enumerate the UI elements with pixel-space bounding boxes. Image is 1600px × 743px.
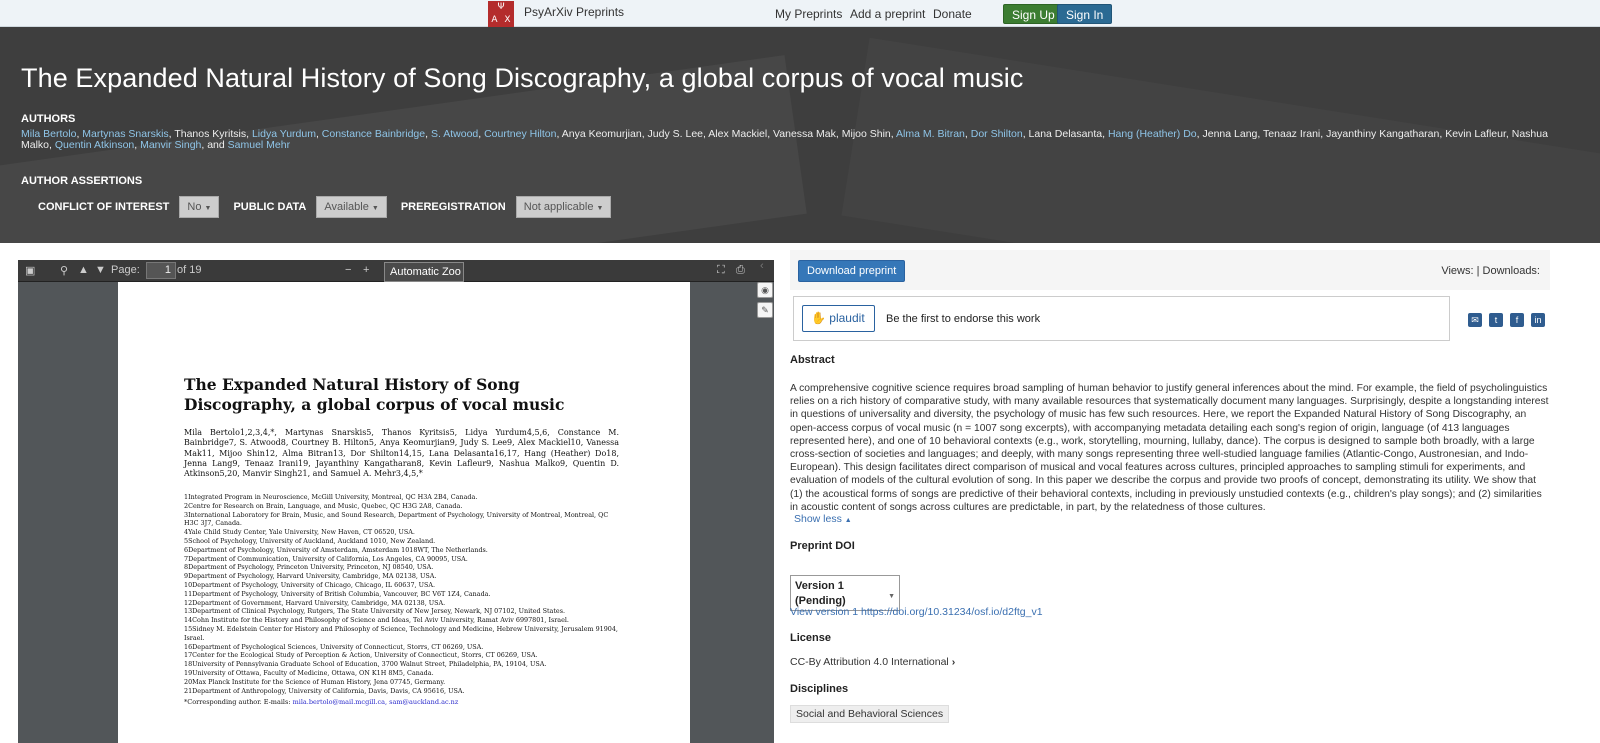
affiliation-line: 1Integrated Program in Neuroscience, McGill University, Montreal, QC H3A 2B4, Canada.	[184, 493, 478, 501]
linkedin-icon[interactable]: in	[1531, 313, 1545, 327]
print-icon[interactable]: ⎙	[736, 264, 745, 276]
chevron-right-icon: ›	[951, 656, 956, 668]
affiliation-line: 15Sidney M. Edelstein Center for History and Philosophy of Science, Technology and Medicine, Hebrew University, Jerusalem 91904, Israel.	[184, 624, 618, 642]
author-name[interactable]: Manvir Singh	[140, 138, 202, 151]
author-name: Judy S. Lee	[647, 128, 703, 140]
logo-glyph: Ψ	[497, 2, 505, 12]
version-label: Version 1	[795, 580, 844, 592]
caret-up-icon: ▲	[844, 517, 852, 524]
author-name[interactable]: Samuel Mehr	[227, 138, 291, 151]
author-name: Lana Delasanta	[1028, 128, 1103, 140]
twitter-icon[interactable]: t	[1489, 313, 1503, 327]
plaudit-widget	[793, 296, 1450, 341]
preprint-header	[0, 27, 1600, 243]
author-name: Kevin Lafleur	[1445, 128, 1506, 140]
affiliation-line: 2Centre for Research on Brain, Language, and Music, Quebec, QC H3G 2A8, Canada.	[184, 501, 463, 510]
affiliation-line: 11Department of Psychology, University of British Columbia, Vancouver, BC V6T 1Z4, Canada.	[184, 589, 491, 598]
author-name: Anya Keomurjian	[561, 128, 642, 140]
author-name: Jenna Lang	[1202, 128, 1258, 140]
conflict-dropdown[interactable]	[179, 196, 219, 218]
zoom-in-icon[interactable]: +	[363, 264, 370, 276]
nav-donate[interactable]: Donate	[933, 7, 972, 21]
nav-my-preprints[interactable]: My Preprints	[775, 7, 843, 21]
email-icon[interactable]: ✉	[1468, 313, 1482, 327]
conflict-value: No	[187, 201, 202, 213]
author-name[interactable]: S. Atwood	[430, 128, 479, 140]
author-assertions	[38, 196, 625, 218]
page-label: Page:	[111, 264, 140, 276]
affiliation-line: 5School of Psychology, University of Auckland, Auckland 1010, New Zealand.	[184, 536, 436, 545]
author-name[interactable]: Mila Bertolo	[21, 128, 77, 140]
affiliation-line: 8Department of Psychology, Princeton University, Princeton, NJ 08540, USA.	[184, 563, 434, 572]
pdf-corresponding	[184, 698, 458, 706]
affiliation-line: 3International Laboratory for Brain, Music, and Sound Research, Department of Psychology, University of Montreal, Montreal, QC H3C 3J7, Canada.	[184, 510, 609, 528]
logo-glyph: X	[504, 15, 511, 25]
author-name[interactable]: Quentin Atkinson	[54, 138, 135, 151]
caret-down-icon: ▼	[888, 593, 895, 600]
brand[interactable]	[488, 0, 624, 27]
download-bar	[790, 250, 1550, 290]
fullscreen-icon[interactable]: ⛶	[717, 264, 725, 276]
top-navbar	[0, 0, 1600, 27]
affiliation-line: 6Department of Psychology, University of Amsterdam, Amsterdam 1018WT, The Netherlands.	[184, 545, 488, 554]
abstract-text: A comprehensive cognitive science requires broad sampling of human behavior to justify general inferences about the mind. For example, the field of psycholinguistics relies on a rich history of comparative study, with many available resources that systematically document many languages. Surprisingly, despite a longstanding interest in questions of universality and diversity, the psychology of music has few such resources. Here, we report the Expanded Natural History of Song Discography, an open-access corpus of vocal music (n = 1007 song excerpts), with accompanying metadata detailing each song's region of origin, language (of 413 languages represented here), and one of 10 behavioral contexts (e.g., work, storytelling, mourning, lullaby, dance). The corpus is designed to sample both broadly, with a large cross-section of societies and languages; and deeply, with many songs representing three well-studied language families (Atlantic-Congo, Austronesian, and Indo-European). This design facilitates direct comparison of musical and vocal features across cultures, principled approaches to sampling stimuli for experiments, and evaluation of models of the cultural evolution of song. In this paper we describe the corpus and provide two proofs of concept, demonstrating its utility. We show that (1) the acoustical forms of songs are predictive of their behavioral contexts, including in previously unstudied contexts (e.g., children's play songs); and (2) similarities in acoustic content of songs across cultures are predictable, in part, by the relatedness of those cultures.	[790, 383, 1549, 513]
affiliation-line: 17Center for the Ecological Study of Perception & Action, University of Connecticut, Storrs, CT 06269, USA.	[184, 651, 538, 660]
logo-glyph: A	[491, 15, 498, 25]
eye-icon[interactable]: ◉	[757, 282, 773, 298]
corresponding-label: *Corresponding author. E-mails:	[184, 698, 291, 706]
pdf-authors: Mila Bertolo1,2,3,4,*, Martynas Snarskis5, Thanos Kyritsis5, Lidya Yurdum4,5,6, Constance M. Bainbridge7, S. Atwood8, Courtney B. Hilton5, Anya Keomurjian9, Judy S. Lee9, Alex Mackiel10, Vanessa Mak11, Mijoo Shin12, Alma Bitran13, Dor Shilton14,15, Lana Delasanta16,17, Hang (Heather) Do18, Jenna Lang9, Tenaaz Irani19, Jayanthiny Kangatharan8, Kevin Lafleur9, Nashua Malko9, Quentin D. Atkinson5,20, Manvir Singh21, and Samuel A. Mehr3,4,5,*	[184, 428, 619, 479]
caret-down-icon: ▼	[371, 205, 379, 212]
author-name: Jayanthiny Kangatharan	[1326, 128, 1440, 140]
affiliation-line: 4Yale Child Study Center, Yale University, New Haven, CT 06520, USA.	[184, 528, 415, 537]
affiliation-line: 12Department of Government, Harvard University, Cambridge, MA 02138, USA.	[184, 598, 446, 607]
author-name: Vanessa Mak	[773, 128, 836, 140]
show-less-link[interactable]	[794, 513, 852, 525]
author-name[interactable]: Courtney Hilton	[484, 128, 557, 140]
author-name[interactable]: Lidya Yurdum	[251, 128, 316, 140]
show-less-label: Show less	[794, 513, 842, 525]
affiliation-line: 9Department of Psychology, Harvard University, Cambridge, MA 02138, USA.	[184, 572, 437, 581]
corresponding-emails[interactable]: mila.bertolo@mail.mcgill.ca, sam@auckland.ac.nz	[292, 698, 459, 706]
pdf-viewer	[18, 260, 774, 743]
affiliation-line: 13Department of Clinical Psychology, Rutgers, The State University of New Jersey, Newark, NJ 07102, United States.	[184, 607, 566, 616]
annotate-icon[interactable]: ✎	[757, 302, 773, 318]
affiliation-line: 10Department of Psychology, University of Chicago, Chicago, IL 60637, USA.	[184, 580, 435, 589]
public-data-dropdown[interactable]	[316, 196, 386, 218]
author-name[interactable]: Alma M. Bitran	[896, 128, 965, 140]
license-text: CC-By Attribution 4.0 International	[790, 656, 949, 668]
next-page-icon[interactable]: ▼	[95, 264, 106, 276]
doi-link[interactable]: View version 1 https://doi.org/10.31234/osf.io/d2ftg_v1	[790, 606, 1043, 618]
author-name: Alex Mackiel	[708, 128, 768, 140]
affiliation-line: 20Max Planck Institute for the Science of Human History, Jena 07745, Germany.	[184, 677, 446, 686]
affiliation-line: 14Cohn Institute for the History and Philosophy of Science and Ideas, Tel Aviv University, Ramat Aviv 6997801, Israel.	[184, 616, 569, 625]
affiliation-line: 19University of Ottawa, Faculty of Medicine, Ottawa, ON K1H 8M5, Canada.	[184, 668, 434, 677]
download-preprint-button[interactable]: Download preprint	[798, 260, 905, 282]
sidebar-toggle-icon[interactable]: ▣	[25, 265, 36, 277]
preregistration-label: PREREGISTRATION	[400, 201, 506, 213]
affiliation-line: 21Department of Anthropology, University of California, Davis, Davis, CA 95616, USA.	[184, 686, 465, 695]
previous-page-icon[interactable]: ▲	[78, 264, 89, 276]
pdf-page	[118, 282, 690, 743]
sign-up-button[interactable]: Sign Up	[1003, 4, 1064, 24]
authors-list: Mila Bertolo, Martynas Snarskis, Thanos Kyritsis, Lidya Yurdum, Constance Bainbridge, S. Atwood, Courtney Hilton, Anya Keomurjian, Judy S. Lee, Alex Mackiel, Vanessa Mak, Mijoo Shin, Alma M. Bitran, Dor Shilton, Lana Delasanta, Hang (Heather) Do, Jenna Lang, Tenaaz Irani, Jayanthiny Kangatharan, Kevin Lafleur, Nashua Malko, Quentin Atkinson, Manvir Singh, and Samuel Mehr	[21, 128, 1548, 151]
discipline-tag[interactable]: Social and Behavioral Sciences	[790, 705, 949, 723]
author-name[interactable]: Martynas Snarskis	[82, 128, 169, 140]
version-status: (Pending)	[795, 595, 846, 607]
conflict-label: CONFLICT OF INTEREST	[38, 201, 170, 213]
zoom-select[interactable]: Automatic Zoo	[384, 262, 464, 282]
pdf-toolbar	[18, 260, 774, 282]
page-total: of 19	[177, 264, 202, 276]
public-data-value: Available	[324, 201, 369, 213]
nav-add-preprint[interactable]: Add a preprint	[850, 7, 926, 21]
author-assertions-label: AUTHOR ASSERTIONS	[21, 175, 143, 187]
sign-in-button[interactable]: Sign In	[1057, 4, 1112, 24]
zoom-out-icon[interactable]: −	[345, 264, 352, 276]
author-name[interactable]: Dor Shilton	[970, 128, 1023, 140]
author-name: Mijoo Shin	[841, 128, 891, 140]
preprint-doi-heading: Preprint DOI	[790, 540, 855, 552]
affiliation-line: 16Department of Psychological Sciences, University of Connecticut, Storrs, CT 06269, USA.	[184, 642, 484, 651]
author-name[interactable]: Constance Bainbridge	[321, 128, 426, 140]
caret-down-icon: ▼	[204, 205, 212, 212]
page-number-input[interactable]: 1	[146, 262, 176, 279]
affiliation-line: 7Department of Communication, University of California, Los Angeles, CA 90095, USA.	[184, 554, 468, 563]
caret-down-icon: ▼	[596, 205, 604, 212]
plaudit-button[interactable]	[802, 305, 875, 332]
affiliation-line: 18University of Pennsylvania Graduate School of Education, 3700 Walnut Street, Philadelphia, PA, 19104, USA.	[184, 660, 547, 669]
preregistration-dropdown[interactable]	[516, 196, 612, 218]
abstract-heading: Abstract	[790, 354, 835, 366]
pdf-affiliations	[184, 493, 624, 695]
brand-name[interactable]: PsyArXiv Preprints	[524, 5, 625, 19]
author-name: Nashua Malko	[21, 128, 1548, 151]
views-downloads: Views: | Downloads:	[1441, 265, 1540, 277]
author-name: Thanos Kyritsis	[174, 128, 247, 140]
psyarxiv-logo	[488, 1, 514, 27]
pdf-title: The Expanded Natural History of Song Discography, a global corpus of vocal music	[184, 375, 565, 414]
find-icon[interactable]: ⚲	[60, 265, 69, 277]
license-link[interactable]	[790, 656, 955, 668]
preregistration-value: Not applicable	[523, 201, 594, 213]
preprint-title: The Expanded Natural History of Song Discography, a global corpus of vocal music	[21, 63, 1024, 93]
author-name: Tenaaz Irani	[1263, 128, 1321, 140]
endorse-text: Be the first to endorse this work	[886, 313, 1041, 325]
author-name[interactable]: Hang (Heather) Do	[1107, 128, 1197, 140]
plaudit-icon: ✋	[811, 311, 826, 325]
license-heading: License	[790, 632, 831, 644]
share-icons	[1468, 313, 1552, 327]
facebook-icon[interactable]: f	[1510, 313, 1524, 327]
authors-label: AUTHORS	[21, 113, 76, 125]
public-data-label: PUBLIC DATA	[233, 201, 307, 213]
plaudit-label: plaudit	[829, 311, 865, 325]
collapse-icon[interactable]: ‹	[760, 260, 764, 272]
disciplines-heading: Disciplines	[790, 683, 849, 695]
